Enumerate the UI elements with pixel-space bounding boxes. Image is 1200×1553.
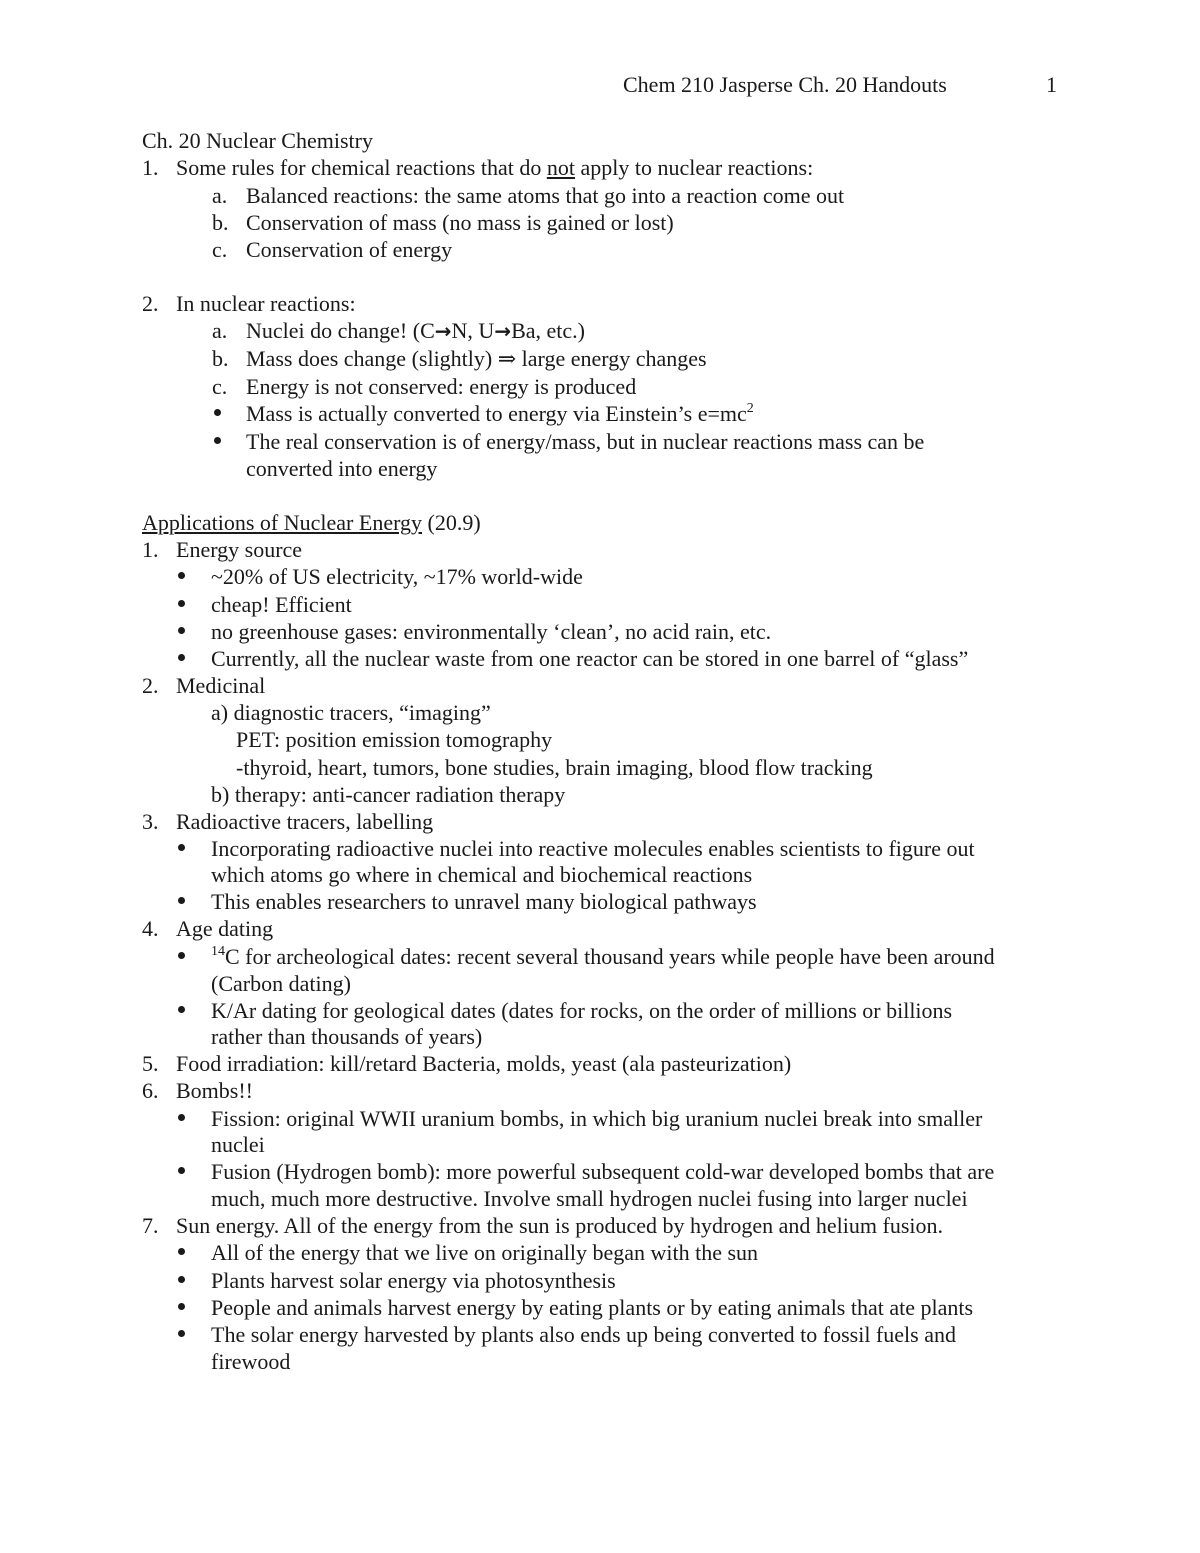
- list-item: PET: position emission tomography: [236, 727, 553, 752]
- list-item: Plants harvest solar energy via photosynthesis: [211, 1268, 616, 1293]
- section1-heading-emphasis: not: [546, 155, 575, 180]
- bullet-icon: [178, 1303, 185, 1310]
- bullet-icon: [178, 1006, 185, 1013]
- list-item: Conservation of mass (no mass is gained or lost): [246, 210, 674, 235]
- list-item: Incorporating radioactive nuclei into reactive molecules enables scientists to figure out: [211, 836, 975, 861]
- list-item: cheap! Efficient: [211, 592, 352, 617]
- applications-heading: [142, 509, 481, 536]
- item-label: Energy source: [176, 537, 303, 562]
- list-item: This enables researchers to unravel many biological pathways: [211, 889, 757, 914]
- list-item: Conservation of energy: [246, 237, 453, 262]
- header-course: Chem 210 Jasperse Ch. 20 Handouts: [623, 72, 947, 97]
- bullet-icon: [178, 654, 185, 661]
- list-item: b) therapy: anti-cancer radiation therapy: [211, 782, 566, 807]
- carbon-dating-text: C for archeological dates: recent several thousand years while people have been around: [225, 944, 995, 969]
- item-number: 3.: [142, 809, 159, 834]
- arrow-icon: →: [434, 319, 452, 343]
- bullet-icon: [214, 437, 221, 444]
- list-item: Fission: original WWII uranium bombs, in which big uranium nuclei break into smaller: [211, 1106, 983, 1131]
- section1-heading-pre: Some rules for chemical reactions that do: [176, 155, 547, 180]
- section1-number: 1.: [142, 155, 159, 180]
- einstein-text: Mass is actually converted to energy via Einstein’s e=mc: [246, 401, 747, 426]
- bullet-icon: [178, 1167, 185, 1174]
- item-number: 7.: [142, 1213, 159, 1238]
- section1-heading-post: apply to nuclear reactions:: [574, 155, 814, 180]
- bullet-icon: [178, 627, 185, 634]
- list-marker: a.: [212, 183, 228, 208]
- list-item: no greenhouse gases: environmentally ‘clean’, no acid rain, etc.: [211, 619, 772, 644]
- list-item: ~20% of US electricity, ~17% world-wide: [211, 564, 583, 589]
- page-number: 1: [1046, 72, 1057, 97]
- section1-heading: [176, 154, 813, 181]
- nuclei-change-pre: Nuclei do change! (C: [246, 318, 435, 343]
- list-item: [246, 400, 754, 427]
- list-item: People and animals harvest energy by eating plants or by eating animals that ate plants: [211, 1295, 974, 1320]
- arrow-icon: →: [494, 319, 512, 343]
- bullet-icon: [178, 1248, 185, 1255]
- item-label: Sun energy. All of the energy from the sun is produced by hydrogen and helium fusion.: [176, 1213, 944, 1238]
- item-number: 5.: [142, 1051, 159, 1076]
- list-item: [211, 943, 995, 970]
- list-item-continuation: nuclei: [211, 1132, 265, 1157]
- section2-heading: In nuclear reactions:: [176, 291, 356, 316]
- item-label: Food irradiation: kill/retard Bacteria, molds, yeast (ala pasteurization): [176, 1051, 792, 1076]
- list-item: a) diagnostic tracers, “imaging”: [211, 700, 491, 725]
- list-item: The solar energy harvested by plants also ends up being converted to fossil fuels and: [211, 1322, 956, 1347]
- bullet-icon: [178, 897, 185, 904]
- bullet-icon: [178, 1330, 185, 1337]
- nuclei-change-post: Ba, etc.): [511, 318, 585, 343]
- list-item: K/Ar dating for geological dates (dates for rocks, on the order of millions or billions: [211, 998, 953, 1023]
- list-marker: a.: [212, 318, 228, 343]
- list-marker: b.: [212, 210, 229, 235]
- item-number: 1.: [142, 537, 159, 562]
- bullet-icon: [214, 409, 221, 416]
- item-number: 2.: [142, 673, 159, 698]
- list-marker: c.: [212, 237, 228, 262]
- item-label: Bombs!!: [176, 1078, 253, 1103]
- document-title: Ch. 20 Nuclear Chemistry: [142, 128, 373, 153]
- bullet-icon: [178, 952, 185, 959]
- list-item-continuation: rather than thousands of years): [211, 1024, 483, 1049]
- list-item: The real conservation is of energy/mass, but in nuclear reactions mass can be: [246, 429, 925, 454]
- item-label: Age dating: [176, 916, 274, 941]
- list-marker: c.: [212, 374, 228, 399]
- section2-number: 2.: [142, 291, 159, 316]
- bullet-icon: [178, 572, 185, 579]
- bullet-icon: [178, 1276, 185, 1283]
- item-number: 4.: [142, 916, 159, 941]
- list-marker: b.: [212, 346, 229, 371]
- list-item-continuation: (Carbon dating): [211, 971, 351, 996]
- nuclei-change-mid: N, U: [451, 318, 495, 343]
- list-item: Currently, all the nuclear waste from one reactor can be stored in one barrel of “glass”: [211, 646, 969, 671]
- list-item-continuation: which atoms go where in chemical and biochemical reactions: [211, 862, 753, 887]
- list-item: Balanced reactions: the same atoms that go into a reaction come out: [246, 183, 845, 208]
- list-item: Mass does change (slightly) ⇒ large energy changes: [246, 346, 707, 371]
- item-number: 6.: [142, 1078, 159, 1103]
- list-item-continuation: firewood: [211, 1349, 291, 1374]
- item-label: Radioactive tracers, labelling: [176, 809, 434, 834]
- list-item: -thyroid, heart, tumors, bone studies, brain imaging, blood flow tracking: [236, 755, 873, 780]
- bullet-icon: [178, 600, 185, 607]
- item-label: Medicinal: [176, 673, 266, 698]
- list-item: Energy is not conserved: energy is produced: [246, 374, 637, 399]
- applications-section-ref: (20.9): [422, 510, 481, 535]
- list-item-continuation: much, much more destructive. Involve small hydrogen nuclei fusing into larger nuclei: [211, 1186, 968, 1211]
- list-item: All of the energy that we live on originally began with the sun: [211, 1240, 759, 1265]
- list-item: Fusion (Hydrogen bomb): more powerful subsequent cold-war developed bombs that are: [211, 1159, 995, 1184]
- list-item: [246, 317, 585, 345]
- superscript: 2: [746, 401, 754, 416]
- bullet-icon: [178, 1114, 185, 1121]
- list-item-continuation: converted into energy: [246, 456, 438, 481]
- superscript: 14: [211, 944, 225, 959]
- bullet-icon: [178, 844, 185, 851]
- applications-title: Applications of Nuclear Energy: [142, 510, 423, 535]
